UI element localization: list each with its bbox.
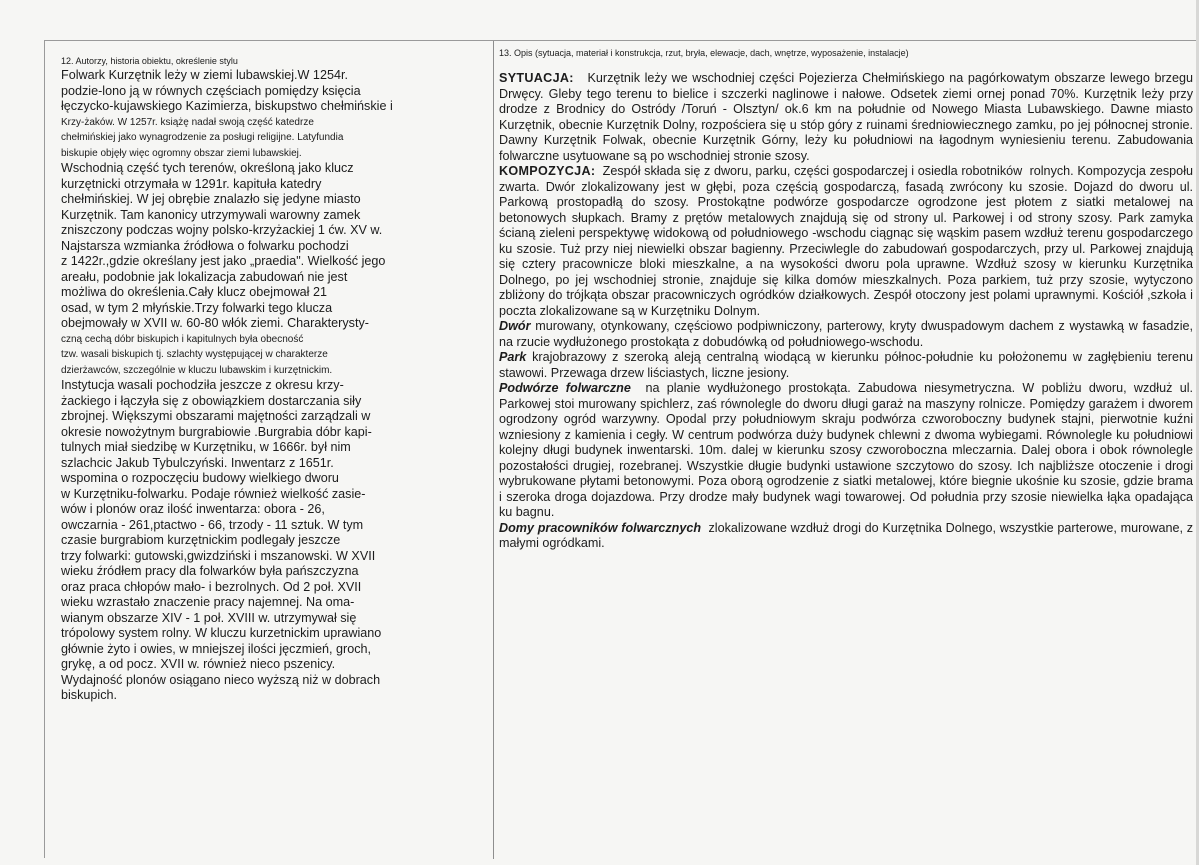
history-line: okresie nowożytnym burgrabiowie .Burgrabia dóbr kapi- (61, 424, 372, 439)
history-line: tulnych miał siedzibę w Kurzętniku, w 1666r. był nim (61, 440, 351, 454)
description-paragraph (499, 350, 1197, 381)
history-line: wieku wzrastało znaczenie pracy najemnej. Na oma- (61, 595, 355, 609)
description-paragraph (499, 381, 1197, 521)
history-line: zniszczony podczas wojny polsko-krzyżackiej 1 ćw. XV w. (61, 223, 383, 237)
history-line: szlachcic Jakub Tybulczyński. Inwentarz z 1651r. (61, 455, 334, 470)
section-text: murowany, otynkowany, częściowo podpiwniczony, parterowy, kryty dwuspadowym dachem z wystawką w fasadzie, na rzucie wydłużonego prostokąta z dobudówką od południowego-wschodu. (499, 319, 1197, 349)
section-text: na planie wydłużonego prostokąta. Zabudowa niesymetryczna. W pobliżu dworu, wzdłuż ul. Parkowej stoi murowany spichlerz, zaś równolegle do dworu długi garaż na maszyny rolnicze. Pomiędzy garażem i dworem ogrodzony ogród warzywny. Opodal przy południowym skraju podwórza czworoboczny budynek stajni, pierwotnie kuźni wzniesiony z kamienia i cegły. W centrum podwórza duży budynek chlewni z dwoma wybiegami. Równolegle ku południowi kolejny długi budynek inwentarski. 10m. dalej w kierunku szosy czworoboczna mleczarnia. Dalej obora i obok równolegle pozostałości drugiej, rozebranej. Wszystkie długie budynki ustawione szczytowo do szosy. Ich najbliższe otoczenie i drogi wybrukowane płytami betonowymi. Poza oborą ogrodzenie z siatki metalowej, które biegnie ukośnie ku szosie, gdzie brama i szeroka droga dojazdowa. Przy drodze mały budynek wagi towarowej. Od południa przy szosie niewielka łąka opadająca ku bagnu. (499, 381, 1197, 519)
section-text: Kurzętnik leży we wschodniej części Pojezierza Chełmińskiego na pagórkowatym obszarze lewego brzegu Drwęcy. Gleby tego terenu to bielice i szczerki naglinowe i nałowe. Odsetek ziemi ornej ponad 70%. Kurzętnik leży przy drodze z Brodnicy do Ostródy /Toruń - Olsztyn/ ok.6 km na południe od Nowego Miasta Lubawskiego. Dawne miasto Kurzętnik, obecnie Kurzętnik Dolny, rozpościera się u stóp góry z ruinami średniowiecznego zamku, po jej północnej stronie. Dawny Kurzętnik Folwak, obecnie Kurzętnik Górny, leży ku południowi na łagodnym wyniesieniu terenu. Zabudowania folwarczne usytuowane są po wschodniej stronie szosy. (499, 71, 1197, 163)
history-line: kurzętnicki otrzymała w 1291r. kapituła katedry (61, 176, 322, 191)
history-line: głównie żyto i owies, w mniejszej ilości jęczmień, groch, (61, 641, 372, 656)
section-keyword: Park (499, 350, 527, 364)
history-line: Najstarsza wzmianka źródłowa o folwarku pochodzi (61, 238, 349, 253)
description-paragraph (499, 71, 1197, 164)
history-line: Wydajność plonów osiągano nieco wyższą niż w dobrach (61, 672, 381, 687)
history-line: biskupie objęły więc ogromny obszar ziemi lubawskiej. (61, 147, 302, 159)
history-line: trzy folwarki: gutowski,gwizdziński i mszanowski. W XVII (61, 548, 376, 563)
history-line: trópolowy system rolny. W kluczu kurzetnickim uprawiano (61, 626, 382, 640)
history-line: w Kurzętniku-folwarku. Podaje również wielkość zasie- (61, 486, 366, 501)
history-line: dzierżawców, szczególnie w kluczu lubawskim i kurzętnickim. (61, 364, 333, 376)
history-line: Krzy-żaków. W 1257r. książę nadał swoją część katedrze (61, 116, 314, 128)
history-line: Kurzętnik. Tam kanonicy utrzymywali warowny zamek (61, 207, 361, 222)
description-paragraph (499, 164, 1197, 319)
history-line: Folwark Kurzętnik leży w ziemi lubawskiej.W 1254r. (61, 68, 348, 82)
section-keyword: Dwór (499, 319, 531, 333)
history-line: chełmińskiej. W jej obrębie znalazło się jedyne miasto (61, 192, 361, 206)
history-line: chełmińskiej jako wynagrodzenie za posługi religijne. Latyfundia (61, 132, 344, 143)
history-line: areału, podobnie jak lokalizacja zabudowań nie jest (61, 269, 348, 284)
history-text (61, 68, 489, 704)
history-line: czną cechą dóbr biskupich i kapitulnych była obecność (61, 333, 304, 345)
description-header: 13. Opis (sytuacja, materiał i konstrukcja, rzut, bryła, elewacje, dach, wnętrze, wyposażenie, instalacje) (499, 48, 909, 58)
history-header: 12. Autorzy, historia obiektu, określenie stylu (61, 56, 238, 66)
description-text (499, 71, 1197, 552)
history-line: osad, w tym 2 młyńskie.Trzy folwarki tego klucza (61, 300, 333, 315)
history-line: wianym obszarze XIV - 1 poł. XVIII w. utrzymywał się (61, 610, 357, 625)
section-text: krajobrazowy z szeroką aleją centralną wiodącą w kierunku północ-południe ku położonemu w zagłębieniu terenu stawowi. Przewaga drzew liściastych, liczne jesiony. (499, 350, 1197, 380)
history-column (61, 55, 489, 704)
history-line: biskupich. (61, 688, 118, 702)
history-line: oraz praca chłopów mało- i bezrolnych. Od 2 poł. XVII (61, 579, 362, 594)
section-text: zlokalizowane wzdłuż drogi do Kurzętnika Dolnego, wszystkie parterowe, murowane, z małymi ogródkami. (499, 520, 1197, 550)
history-line: grykę, a od pocz. XVII w. również nieco pszenicy. (61, 657, 336, 671)
history-line: możliwa do określenia.Cały klucz obejmował 21 (61, 285, 327, 299)
description-paragraph (499, 520, 1197, 552)
document-sheet (44, 40, 1196, 858)
column-divider (493, 41, 494, 859)
history-line: żackiego i łączyła się z obowiązkiem dostarczania siły (61, 393, 362, 408)
history-line: wieku źródłem pracy dla folwarków była pańszczyzna (61, 564, 359, 578)
section-keyword: Domy pracowników folwarcznych (499, 520, 702, 535)
history-line: z 1422r.,gdzie określany jest jako „praedia". Wielkość jego (61, 254, 386, 268)
history-line: obejmowały w XVII w. 60-80 włók ziemi. Charakterysty- (61, 316, 369, 330)
history-line: podzie-lono ją w równych częściach pomiędzy księcia (61, 83, 361, 98)
description-paragraph (499, 319, 1197, 350)
history-line: wów i plonów oraz ilość inwentarza: obora - 26, (61, 502, 325, 516)
history-line: zbrojnej. Większymi obszarami majętności zarządzali w (61, 409, 371, 423)
section-keyword: KOMPOZYCJA: (499, 164, 596, 178)
history-line: wspomina o rozpoczęciu budowy wielkiego dworu (61, 471, 339, 485)
history-line: owczarnia - 261,ptactwo - 66, trzody - 11 sztuk. W tym (61, 517, 364, 532)
history-line: łęczycko-kujawskiego Kazimierza, biskupstwo chełmińskie i (61, 99, 393, 113)
section-keyword: Podwórze folwarczne (499, 381, 631, 395)
section-keyword: SYTUACJA: (499, 71, 574, 85)
history-line: czasie burgrabiom kurzętnickim podlegały jeszcze (61, 533, 341, 547)
history-line: tzw. wasali biskupich tj. szlachty występującej w charakterze (61, 349, 328, 360)
history-line: Instytucja wasali pochodziła jeszcze z okresu krzy- (61, 378, 344, 392)
history-line: Wschodnią część tych terenów, określoną jako klucz (61, 161, 354, 175)
section-text: Zespół składa się z dworu, parku, części gospodarczej i osiedla robotników rolnych. Kompozycja zespołu zwarta. Dwór zlokalizowany jest w głębi, poza częścią gospodarczą, fasadą zwrócony ku szosie. Dojazd do dworu ul. Parkową prostopadłą do szosy. Prostokątne podwórze gospodarcze ogrodzone jest płotem z siatki metalowej na betonowych słupkach. Bramy z prętów metalowych znajdują się od strony ul. Parkowej i od strony szosy. Park zamyka ścianą zieleni perspektywę widokową od południowego -wschodu ciągnąc się wąskim pasem wzdłuż terenu gospodarczego ku szosie. Tuż przy niej niewielki obszar bagienny. Przeciwlegle do zabudowań gospodarczych, przy ul. Parkowej znajdują się cztery pracownicze bloki mieszkalne, a na wysokości dworu pola uprawne. Wzdłuż szosy w kierunku Kurzętnika Dolnego, po jej wschodniej stronie, znajduje się kilka domów mieszkalnych. Poza parkiem, tuż przy szosie, wytyczono zbliżony do trójkąta obszar pracowniczych ogródków działkowych. Zespół otoczony jest polami uprawnymi. Kościół ,szkoła i poczta zlokalizowane są w Kurzętniku Dolnym. (499, 164, 1197, 318)
description-column (499, 47, 1197, 552)
